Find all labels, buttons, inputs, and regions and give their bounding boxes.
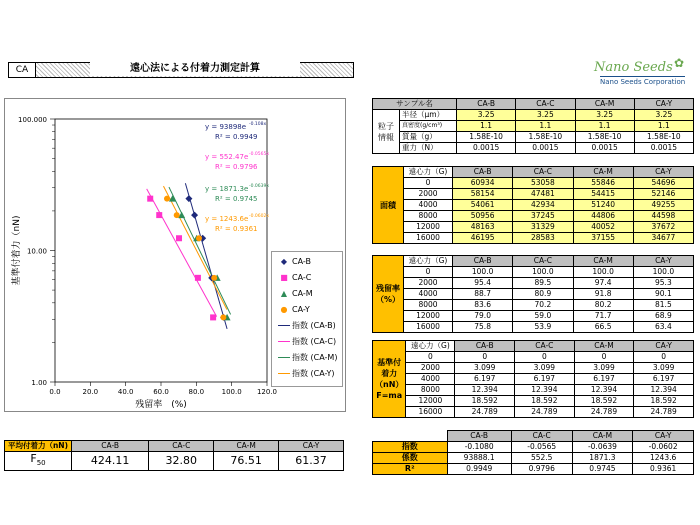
cell: 0 — [455, 352, 515, 363]
avg-value: 424.11 — [72, 452, 149, 471]
cell: 100.0 — [453, 267, 513, 278]
cell: 6.197 — [455, 374, 515, 385]
legend-item — [276, 272, 311, 284]
legend-item — [276, 288, 313, 300]
col-head: CA-B — [72, 441, 149, 452]
cell: 6.197 — [574, 374, 634, 385]
cell: 4000 — [404, 200, 453, 211]
row-label: 真密度(g/cm³) — [400, 121, 457, 132]
cell: 46195 — [453, 233, 513, 244]
col-head: CA-B — [453, 167, 513, 178]
col-head: CA-M — [573, 256, 633, 267]
sample-table — [372, 98, 694, 154]
legend-label: 指数 (CA-B) — [292, 321, 336, 330]
group-label: 粒子情報 — [373, 110, 400, 154]
col-head: CA-Y — [634, 341, 694, 352]
cell: 59.0 — [513, 311, 573, 322]
cell: 50956 — [453, 211, 513, 222]
cell: 24.789 — [634, 407, 694, 418]
cell: 12.394 — [515, 385, 575, 396]
cell: 8000 — [404, 211, 453, 222]
cell: -0.0602 — [633, 442, 694, 453]
cell: 37672 — [633, 222, 693, 233]
avg-value: 76.51 — [214, 452, 279, 471]
trend-exponent: -0.0602x — [249, 214, 270, 219]
cell: 51240 — [573, 200, 633, 211]
cell: 53.9 — [513, 322, 573, 333]
col-head: CA-C — [513, 167, 573, 178]
cell: 44598 — [633, 211, 693, 222]
cell: 53058 — [513, 178, 573, 189]
cell: 1.1 — [516, 121, 575, 132]
cell: -0.0639 — [572, 442, 633, 453]
trend-exponent: -0.0639x — [249, 184, 270, 189]
cell: 4000 — [404, 289, 453, 300]
leaf-icon: ✿ — [674, 56, 685, 70]
cell: 89.5 — [513, 278, 573, 289]
col-head: CA-C — [511, 431, 572, 442]
legend-marker: ■ — [280, 273, 288, 282]
cell: 3.25 — [516, 110, 575, 121]
cell: 49255 — [633, 200, 693, 211]
trend-r2: R² = 0.9949 — [215, 133, 258, 141]
y-tick-label: 100.000 — [18, 116, 47, 124]
legend-item — [276, 304, 310, 316]
cell: 54696 — [633, 178, 693, 189]
legend-line — [276, 320, 292, 332]
cell: 0.0015 — [457, 143, 516, 154]
cell: 12000 — [404, 222, 453, 233]
cell: 12000 — [406, 396, 455, 407]
cell: 1.58E-10 — [575, 132, 634, 143]
y-axis-label: 基準付着力（nN) — [12, 215, 22, 286]
col-head: CA-C — [516, 99, 575, 110]
row-label: 重力（N） — [400, 143, 457, 154]
col-head: CA-C — [515, 341, 575, 352]
legend-label: CA-C — [292, 273, 312, 282]
cell: 1.1 — [457, 121, 516, 132]
col-head: CA-B — [453, 256, 513, 267]
row-label: 半径（μm） — [400, 110, 457, 121]
trend-r2: R² = 0.9796 — [215, 163, 258, 171]
residual-table-wrap — [372, 255, 694, 333]
data-point — [164, 196, 170, 202]
cell: 79.0 — [453, 311, 513, 322]
cell: 81.5 — [633, 300, 693, 311]
col-head: 遠心力（G) — [404, 167, 453, 178]
cell: 3.099 — [634, 363, 694, 374]
cell: 60934 — [453, 178, 513, 189]
cell: 2000 — [404, 189, 453, 200]
cell: 52146 — [633, 189, 693, 200]
cell: 16000 — [406, 407, 455, 418]
cell: -0.1080 — [447, 442, 511, 453]
data-point — [220, 314, 226, 320]
cell: 18.592 — [515, 396, 575, 407]
logo-text: Nano Seeds — [594, 60, 673, 75]
chart-legend — [271, 251, 343, 387]
data-point — [147, 196, 153, 202]
x-tick-label: 120.0 — [256, 388, 278, 396]
row-label: 質量（g） — [400, 132, 457, 143]
cell: 8000 — [406, 385, 455, 396]
data-point — [176, 235, 182, 241]
cell: 1.58E-10 — [457, 132, 516, 143]
logo-subtitle: Nano Seeds Corporation — [600, 78, 686, 86]
legend-label: CA-B — [292, 257, 311, 266]
cell: 54061 — [453, 200, 513, 211]
cell: 24.789 — [455, 407, 515, 418]
cell: 47481 — [513, 189, 573, 200]
cell: 2000 — [406, 363, 455, 374]
col-head: CA-B — [457, 99, 516, 110]
cell: 12.394 — [634, 385, 694, 396]
cell: 55846 — [573, 178, 633, 189]
data-point — [210, 314, 216, 320]
cell: 3.25 — [457, 110, 516, 121]
avg-table — [4, 440, 344, 471]
cell: 34677 — [633, 233, 693, 244]
cell: 97.4 — [573, 278, 633, 289]
trend-equation: y = 1243.6e — [205, 215, 249, 223]
cell: 91.8 — [573, 289, 633, 300]
trend-equation: y = 93898e — [205, 123, 247, 131]
force-table-wrap — [372, 340, 694, 418]
cell: 31329 — [513, 222, 573, 233]
cell: 90.1 — [633, 289, 693, 300]
x-tick-label: 80.0 — [188, 388, 205, 396]
cell: 3.099 — [455, 363, 515, 374]
cell: 0.9745 — [572, 464, 633, 475]
cell: 28583 — [513, 233, 573, 244]
group-label: 残留率（%） — [373, 256, 404, 333]
x-tick-label: 100.0 — [221, 388, 242, 396]
cell: 1.1 — [575, 121, 634, 132]
cell: 3.099 — [515, 363, 575, 374]
cell: 0 — [634, 352, 694, 363]
residual-table — [372, 255, 694, 333]
cell: 1243.6 — [633, 453, 694, 464]
x-tick-label: 20.0 — [82, 388, 99, 396]
fit-label: 指数 — [373, 442, 448, 453]
col-head: CA-Y — [633, 256, 693, 267]
avg-head: 平均付着力（nN) — [5, 441, 72, 452]
cell: 0 — [574, 352, 634, 363]
col-head: CA-Y — [633, 431, 694, 442]
y-tick-label: 10.00 — [26, 247, 47, 256]
cell: 0.0015 — [634, 143, 693, 154]
legend-line — [276, 336, 292, 348]
col-head: CA-Y — [633, 167, 693, 178]
cell: 58154 — [453, 189, 513, 200]
col-head: CA-Y — [279, 441, 344, 452]
cell: 8000 — [404, 300, 453, 311]
header-tag: CA — [8, 62, 36, 78]
fit-label: 係数 — [373, 453, 448, 464]
cell: 80.9 — [513, 289, 573, 300]
data-point — [196, 235, 202, 241]
col-head: CA-M — [572, 431, 633, 442]
col-head: CA-M — [573, 167, 633, 178]
group-label: 面積 — [373, 167, 404, 244]
col-head: CA-B — [455, 341, 515, 352]
cell: -0.0565 — [511, 442, 572, 453]
legend-label: 指数 (CA-C) — [292, 337, 337, 346]
cell: 0 — [406, 352, 455, 363]
cell: 100.0 — [633, 267, 693, 278]
cell: 70.2 — [513, 300, 573, 311]
page-title: 遠心法による付着力測定計算 — [90, 62, 300, 76]
legend-label: 指数 (CA-Y) — [292, 369, 335, 378]
cell: 71.7 — [573, 311, 633, 322]
cell: 16000 — [404, 233, 453, 244]
cell: 0 — [404, 267, 453, 278]
cell: 40052 — [573, 222, 633, 233]
cell: 100.0 — [573, 267, 633, 278]
cell: 1.1 — [634, 121, 693, 132]
cell: 3.25 — [575, 110, 634, 121]
cell: 0.9361 — [633, 464, 694, 475]
cell: 1871.3 — [572, 453, 633, 464]
area-table — [372, 166, 694, 244]
trend-r2: R² = 0.9745 — [215, 195, 258, 203]
cell: 54415 — [573, 189, 633, 200]
cell: 63.4 — [633, 322, 693, 333]
cell: 6.197 — [634, 374, 694, 385]
legend-line — [276, 368, 292, 380]
cell: 0 — [515, 352, 575, 363]
cell: 18.592 — [455, 396, 515, 407]
trend-equation: y = 552.47e — [205, 153, 249, 161]
legend-item — [276, 352, 337, 364]
col-head: CA-M — [214, 441, 279, 452]
cell: 88.7 — [453, 289, 513, 300]
cell: 1.58E-10 — [516, 132, 575, 143]
legend-marker: ● — [280, 305, 288, 314]
cell: 0.9796 — [511, 464, 572, 475]
x-axis-label: 残留率 (%) — [135, 400, 187, 410]
cell: 6.197 — [515, 374, 575, 385]
cell: 0.9949 — [447, 464, 511, 475]
cell: 75.8 — [453, 322, 513, 333]
col-head: CA-B — [447, 431, 511, 442]
cell: 1.58E-10 — [634, 132, 693, 143]
force-table — [372, 340, 694, 418]
legend-item — [276, 336, 336, 348]
col-head: CA-M — [575, 99, 634, 110]
legend-label: 指数 (CA-M) — [292, 353, 338, 362]
cell: 16000 — [404, 322, 453, 333]
cell: 12000 — [404, 311, 453, 322]
cell: 37245 — [513, 211, 573, 222]
legend-item — [276, 368, 335, 380]
cell: 80.2 — [573, 300, 633, 311]
logo — [590, 54, 690, 88]
fit-label: R² — [373, 464, 448, 475]
col-head: CA-C — [149, 441, 214, 452]
cell: 68.9 — [633, 311, 693, 322]
trend-exponent: -0.108x — [249, 122, 267, 127]
chart-area — [4, 98, 346, 412]
legend-item — [276, 320, 336, 332]
trend-equation: y = 1871.3e — [205, 185, 249, 193]
cell: 3.25 — [634, 110, 693, 121]
avg-value: 32.80 — [149, 452, 214, 471]
trend-r2: R² = 0.9361 — [215, 225, 258, 233]
trend-exponent: -0.0565x — [249, 152, 270, 157]
cell: 37155 — [573, 233, 633, 244]
data-point — [174, 212, 180, 218]
cell: 24.789 — [515, 407, 575, 418]
y-tick-label: 1.00 — [31, 379, 47, 387]
cell: 42934 — [513, 200, 573, 211]
cell: 44806 — [573, 211, 633, 222]
legend-label: CA-Y — [292, 305, 310, 314]
cell: 2000 — [404, 278, 453, 289]
legend-item — [276, 256, 311, 268]
cell: 24.789 — [574, 407, 634, 418]
f-label: F — [30, 451, 37, 465]
data-point — [211, 275, 217, 281]
cell: 12.394 — [574, 385, 634, 396]
x-tick-label: 60.0 — [153, 388, 169, 396]
cell: 0.0015 — [516, 143, 575, 154]
col-head: CA-C — [513, 256, 573, 267]
fit-table — [372, 430, 694, 475]
cell: 48163 — [453, 222, 513, 233]
cell: 18.592 — [634, 396, 694, 407]
cell: 95.4 — [453, 278, 513, 289]
legend-label: CA-M — [292, 289, 313, 298]
legend-line — [276, 352, 292, 364]
blank-head — [373, 431, 448, 442]
cell: 83.6 — [453, 300, 513, 311]
col-head: CA-Y — [634, 99, 693, 110]
x-tick-label: 40.0 — [117, 388, 134, 396]
cell: 552.5 — [511, 453, 572, 464]
sample-head: サンプル名 — [373, 99, 457, 110]
cell: 0.0015 — [575, 143, 634, 154]
col-head: 遠心力（G) — [404, 256, 453, 267]
x-tick-label: 0.0 — [49, 388, 61, 396]
f-sub: 50 — [36, 459, 46, 468]
data-point — [195, 275, 201, 281]
col-head: 遠心力（G) — [406, 341, 455, 352]
col-head: CA-M — [574, 341, 634, 352]
cell: 0 — [404, 178, 453, 189]
f50-label — [5, 452, 72, 471]
area-table-wrap — [372, 166, 694, 244]
cell: 93888.1 — [447, 453, 511, 464]
data-point — [156, 212, 162, 218]
cell: 12.394 — [455, 385, 515, 396]
legend-marker: ▲ — [280, 289, 288, 298]
cell: 66.5 — [573, 322, 633, 333]
legend-marker: ◆ — [280, 257, 288, 266]
cell: 18.592 — [574, 396, 634, 407]
avg-value: 61.37 — [279, 452, 344, 471]
group-label: 基準付着力（nN）F=ma — [373, 341, 406, 418]
cell: 100.0 — [513, 267, 573, 278]
cell: 4000 — [406, 374, 455, 385]
cell: 3.099 — [574, 363, 634, 374]
cell: 95.3 — [633, 278, 693, 289]
